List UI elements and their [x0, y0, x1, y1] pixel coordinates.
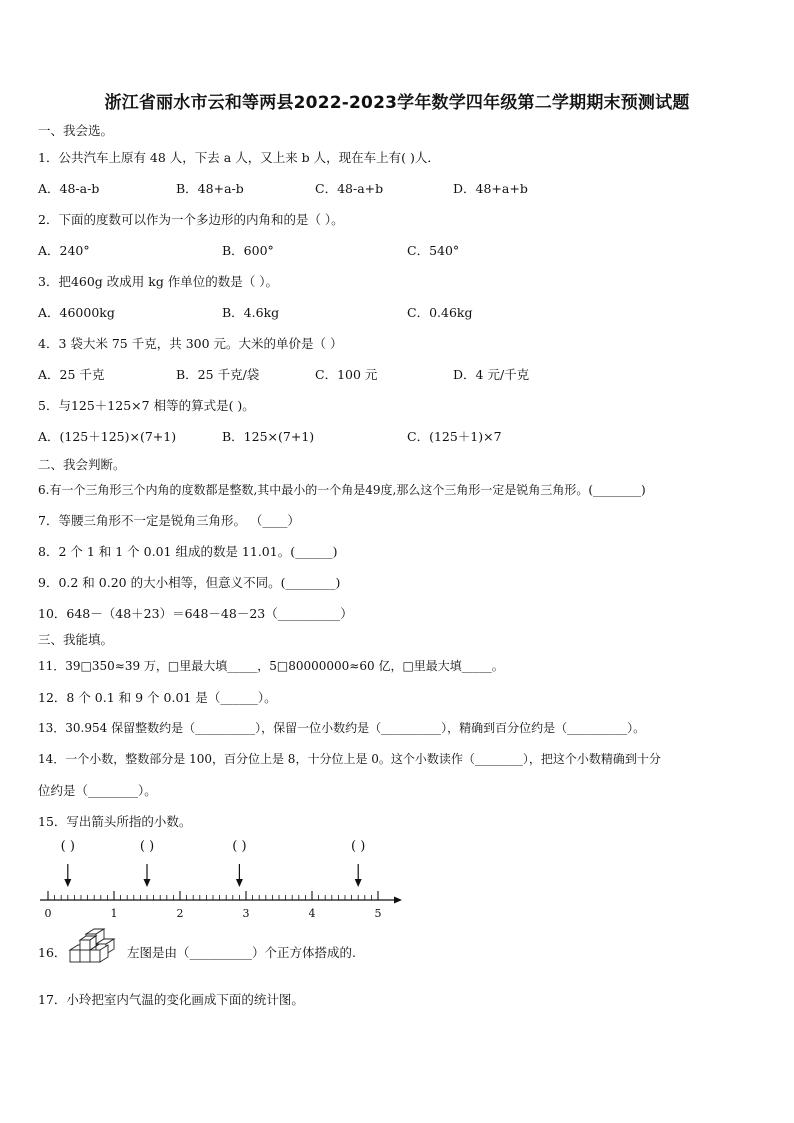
question-9: 9．0.2 和 0.20 的大小相等，但意义不同。(________): [38, 575, 341, 590]
question-16-text: 左图是由（__________）个正方体搭成的.: [127, 945, 356, 960]
arrow-head: [355, 879, 362, 887]
tick-label: 0: [44, 907, 52, 920]
question-3-stem: 3．把460g 改成用 kg 作单位的数是（ ）。: [38, 274, 279, 289]
option-d[interactable]: D．4 元/千克: [453, 367, 530, 382]
question-8: 8．2 个 1 和 1 个 0.01 组成的数是 11.01。(______): [38, 544, 338, 559]
tick-label: 1: [110, 907, 118, 920]
option-a[interactable]: A．48-a-b: [38, 181, 100, 196]
question-1-stem: 1．公共汽车上原有 48 人，下去 a 人，又上来 b 人，现在车上有( )人．: [38, 150, 440, 165]
question-6: 6.有一个三角形三个内角的度数都是整数,其中最小的一个角是49度,那么这个三角形一定是锐角三角形。(________): [38, 483, 646, 497]
option-c[interactable]: C．0.46kg: [407, 305, 473, 320]
question-5-stem: 5．与125＋125×7 相等的算式是( )。: [38, 398, 255, 413]
option-a[interactable]: A．240°: [38, 243, 90, 258]
answer-blank[interactable]: ( ): [60, 839, 75, 854]
question-17: 17．小玲把室内气温的变化画成下面的统计图。: [38, 992, 304, 1007]
tick-label: 4: [308, 907, 316, 920]
question-10: 10．648－（48＋23）＝648－48－23（__________）: [38, 606, 353, 621]
tick-label: 2: [176, 907, 184, 920]
question-14-line-1: 14．一个小数，整数部分是 100，百分位上是 8，十分位上是 0。这个小数读作（________），把这个小数精确到十分: [38, 752, 661, 766]
answer-blank[interactable]: ( ): [351, 839, 366, 854]
option-a[interactable]: A．(125＋125)×(7+1): [38, 429, 177, 444]
option-c[interactable]: C．(125＋1)×7: [407, 429, 502, 444]
question-12: 12．8 个 0.1 和 9 个 0.01 是（______）。: [38, 690, 277, 705]
option-b[interactable]: B．25 千克/袋: [176, 367, 260, 382]
arrow-head: [144, 879, 151, 887]
question-5-options: [38, 427, 738, 445]
arrow-head: [236, 879, 243, 887]
tick-label: 5: [374, 907, 382, 920]
answer-blank[interactable]: ( ): [139, 839, 155, 854]
question-4-stem: 4．3 袋大米 75 千克，共 300 元。大米的单价是（ ）: [38, 336, 343, 351]
tick-label: 3: [242, 907, 250, 920]
number-line-figure: [30, 834, 410, 924]
question-14-line-2: 位约是（________）。: [38, 783, 157, 798]
option-a[interactable]: A．25 千克: [38, 367, 105, 382]
question-4-options: [38, 365, 738, 383]
option-b[interactable]: B．4.6kg: [222, 305, 280, 320]
option-d[interactable]: D．48+a+b: [453, 181, 528, 196]
axis-arrowhead: [394, 897, 402, 904]
section-heading-fill: 三、我能填。: [38, 632, 114, 647]
option-c[interactable]: C．100 元: [315, 367, 378, 382]
section-heading-choose: 一、我会选。: [38, 123, 114, 138]
question-2-options: [38, 241, 738, 259]
arrow-head: [64, 879, 71, 887]
section-heading-judge: 二、我会判断。: [38, 457, 126, 472]
question-7: 7．等腰三角形不一定是锐角三角形。 （____）: [38, 513, 300, 528]
question-13: 13．30.954 保留整数约是（__________），保留一位小数约是（__________），精确到百分位约是（__________）。: [38, 721, 646, 735]
cube-stack-icon: [66, 928, 126, 970]
option-b[interactable]: B．600°: [222, 243, 274, 258]
option-b[interactable]: B．125×(7+1): [222, 429, 315, 444]
question-2-stem: 2．下面的度数可以作为一个多边形的内角和的是（ ）。: [38, 212, 344, 227]
option-c[interactable]: C．540°: [407, 243, 460, 258]
question-11: 11．39□350≈39 万，□里最大填_____，5□80000000≈60 亿，□里最大填_____。: [38, 659, 504, 673]
option-c[interactable]: C．48-a+b: [315, 181, 384, 196]
option-a[interactable]: A．46000kg: [38, 305, 115, 320]
question-15-stem: 15．写出箭头所指的小数。: [38, 814, 192, 829]
page-title: 浙江省丽水市云和等两县2022-2023学年数学四年级第二学期期末预测试题: [104, 93, 690, 113]
option-b[interactable]: B．48+a-b: [176, 181, 244, 196]
answer-blank[interactable]: ( ): [232, 839, 247, 854]
question-16-number: 16．: [38, 945, 67, 960]
question-3-options: [38, 303, 738, 321]
question-1-options: [38, 179, 738, 197]
